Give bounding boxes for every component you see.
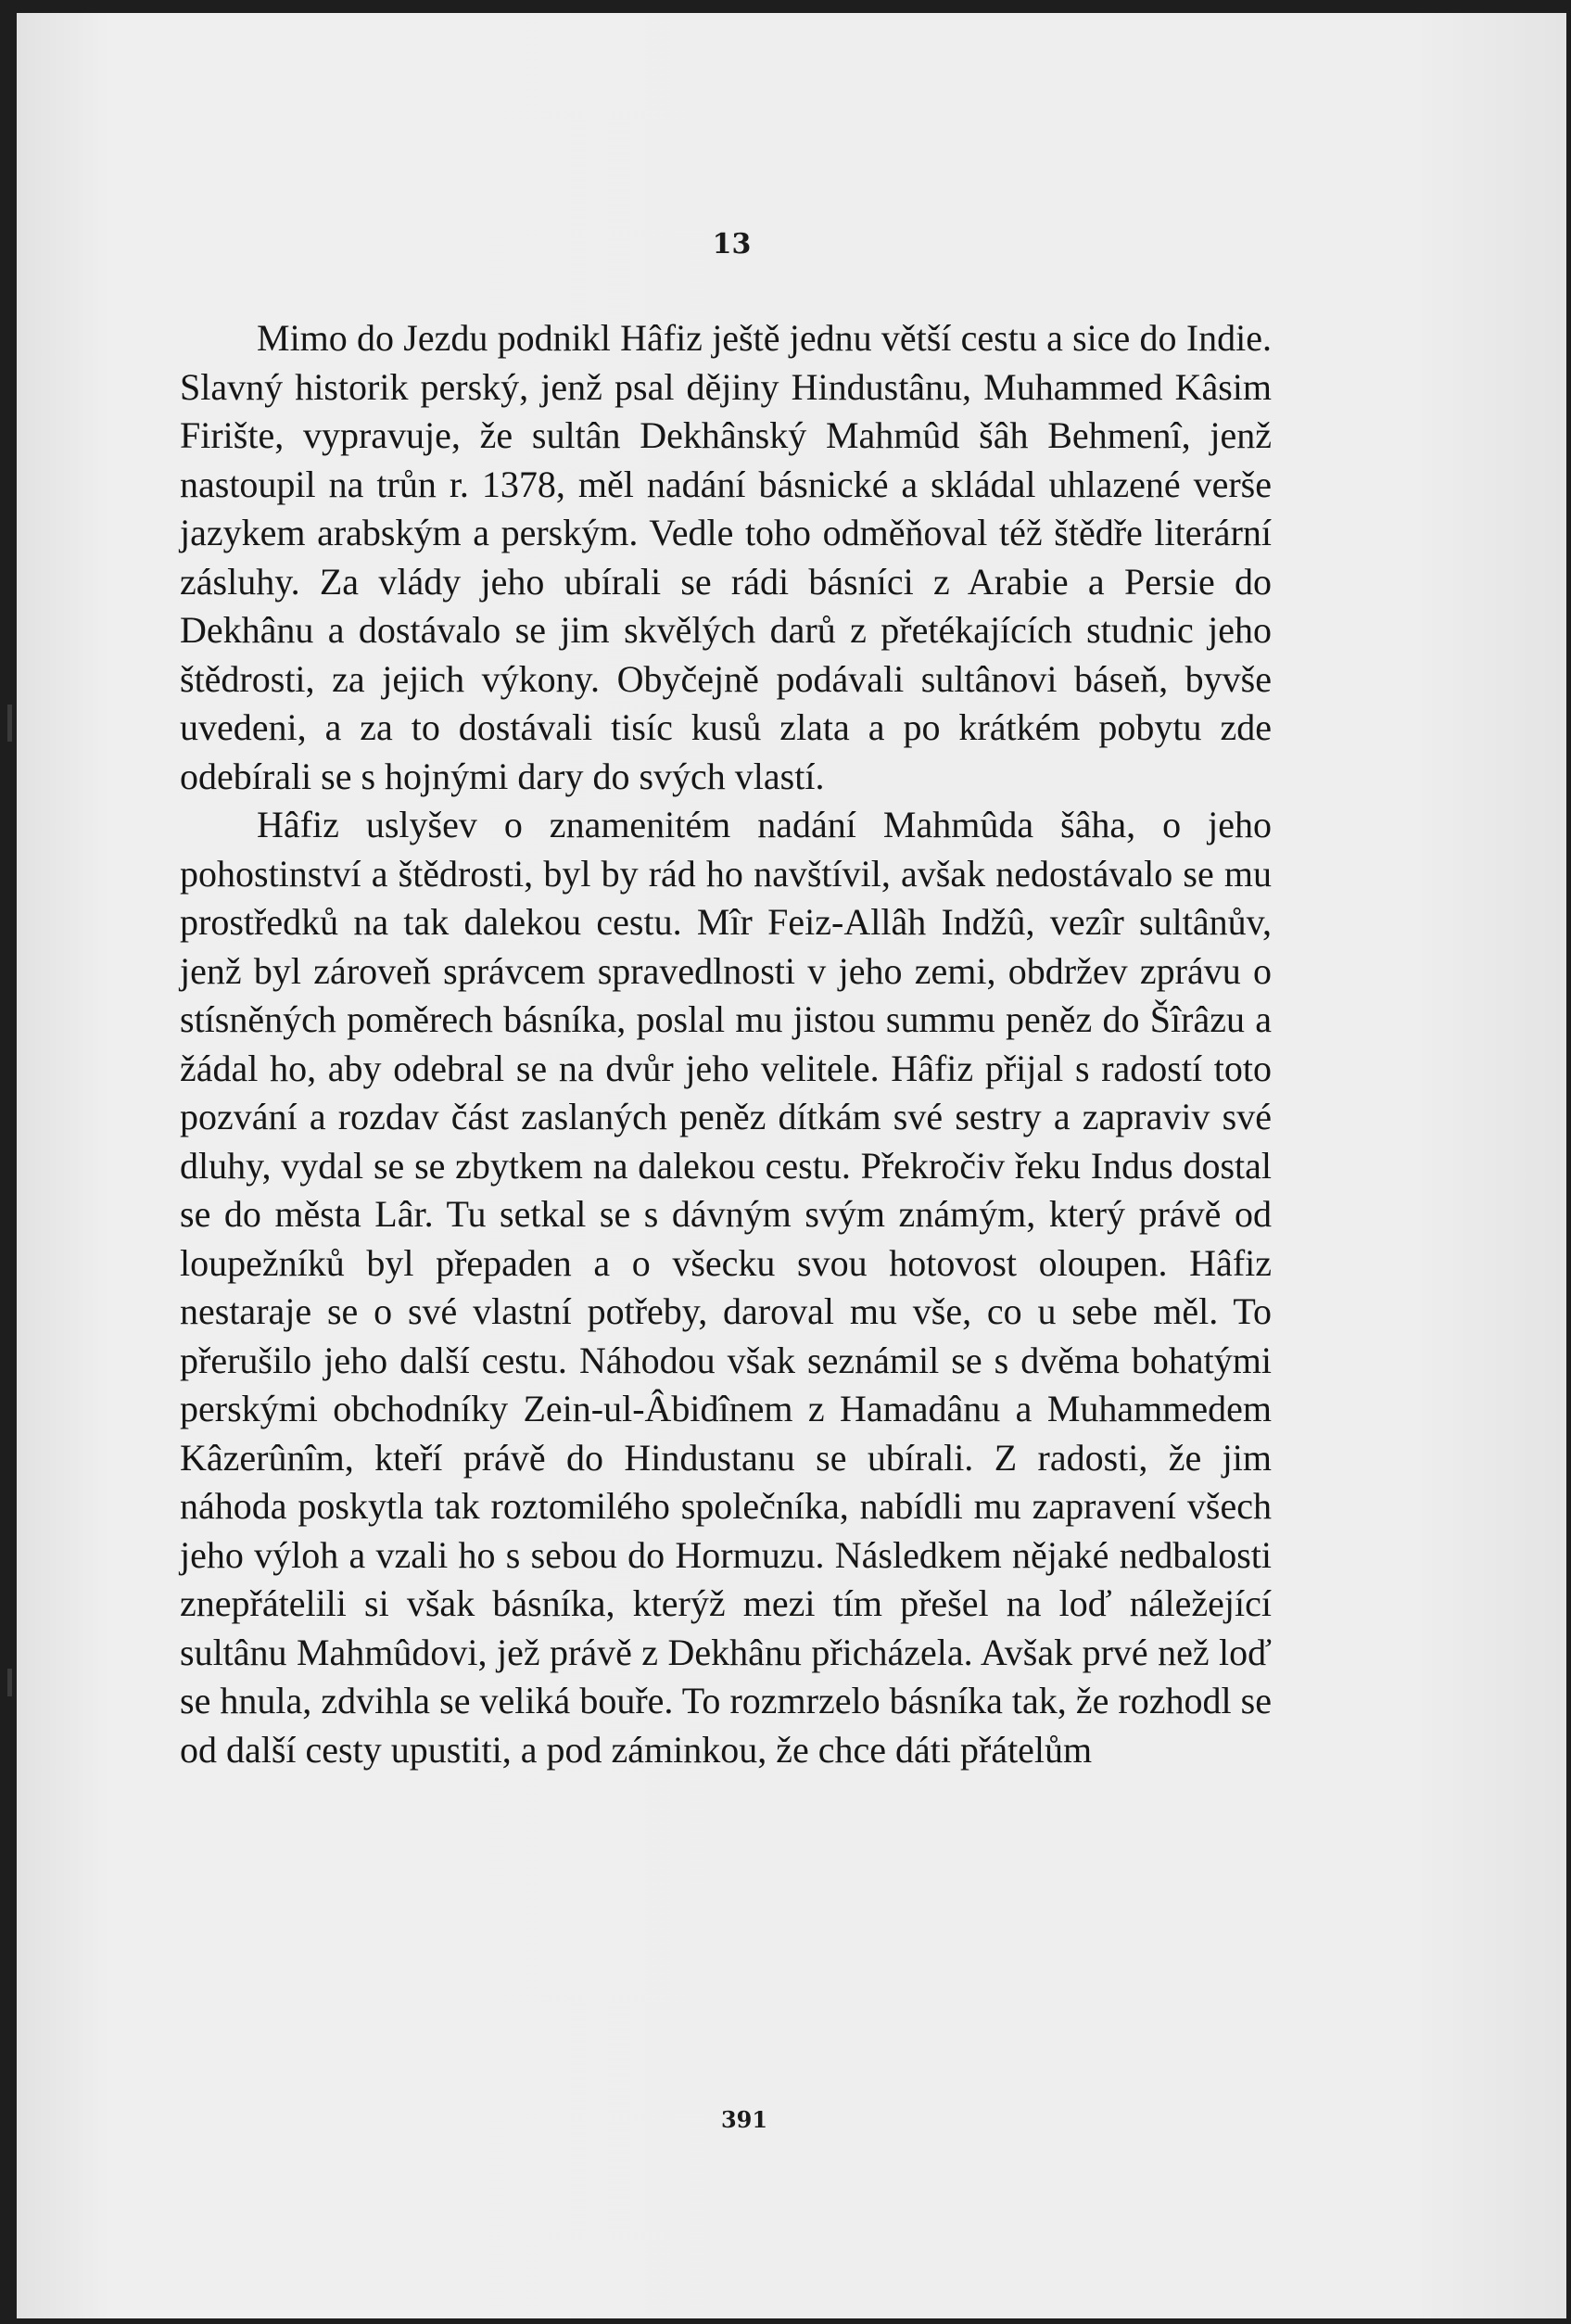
binding-edge — [7, 1669, 12, 1696]
binding-edge — [7, 705, 12, 742]
page-number: 13 — [712, 228, 752, 260]
body-text — [180, 314, 1272, 1774]
paragraph: Mimo do Jezdu podnikl Hâfiz ještě jednu větší cestu a sice do Indie. Slavný historik perský, jenž psal dějiny Hindustânu, Muhammed Kâsim Firište, vypravuje, že sultân Dekhânský Mahmûd šâh Behmenî, jenž nastoupil na trůn r. 1378, měl nadání básnické a skládal uhlazené verše jazykem arabským a perským. Vedle toho odměňoval též štědře literární zásluhy. Za vlády jeho ubírali se rádi básníci z Arabie a Persie do Dekhânu a dostávalo se jim skvělých darů z přetékajících studnic jeho štědrosti, za jejich výkony. Obyčejně podávali sultânovi báseň, byvše uvedeni, a za to dostávali tisíc kusů zlata a po krátkém pobytu zde odebírali se s hojnými dary do svých vlastí. — [180, 317, 1272, 797]
book-page — [17, 13, 1566, 2318]
paragraph: Hâfiz uslyšev o znamenitém nadání Mahmûda šâha, o jeho pohostinství a štědrosti, byl by rád ho navštívil, avšak nedostávalo se mu prostředků na tak dalekou cestu. Mîr Feiz-Allâh Indžû, vezîr sultânův, jenž byl zároveň správcem spravedlnosti v jeho zemi, obdržev zprávu o stísněných poměrech básníka, poslal mu jistou summu peněz do Šîrâzu a žádal ho, aby odebral se na dvůr jeho velitele. Hâfiz přijal s radostí toto pozvání a rozdav část zaslaných peněz dítkám své sestry a zapraviv své dluhy, vydal se se zbytkem na dalekou cestu. Překročiv řeku Indus dostal se do města Lâr. Tu setkal se s dávným svým známým, který právě od loupežníků byl přepaden a o všecku svou hotovost oloupen. Hâfiz nestaraje se o své vlastní potřeby, daroval mu vše, co u sebe měl. To přerušilo jeho další cestu. Náhodou však seznámil se s dvěma bohatými perskými obchodníky Zein-ul-Âbidînem z Hamadânu a Muhammedem Kâzerûnîm, kteří právě do Hindustanu se ubírali. Z radosti, že jim náhoda poskytla tak roztomilého společníka, nabídli mu zapravení všech jeho výloh a vzali ho s sebou do Hormuzu. Následkem nějaké nedbalosti znepřátelili si však básníka, kterýž mezi tím přešel na loď náležející sultânu Mahmûdovi, jež právě z Dekhânu přicházela. Avšak prvé než loď se hnula, zdvihla se veliká bouře. To rozmrzelo básníka tak, že rozhodl se od další cesty upustiti, a pod záminkou, že chce dáti přátelům — [180, 804, 1272, 1771]
printer-signature: 391 — [720, 2106, 768, 2133]
